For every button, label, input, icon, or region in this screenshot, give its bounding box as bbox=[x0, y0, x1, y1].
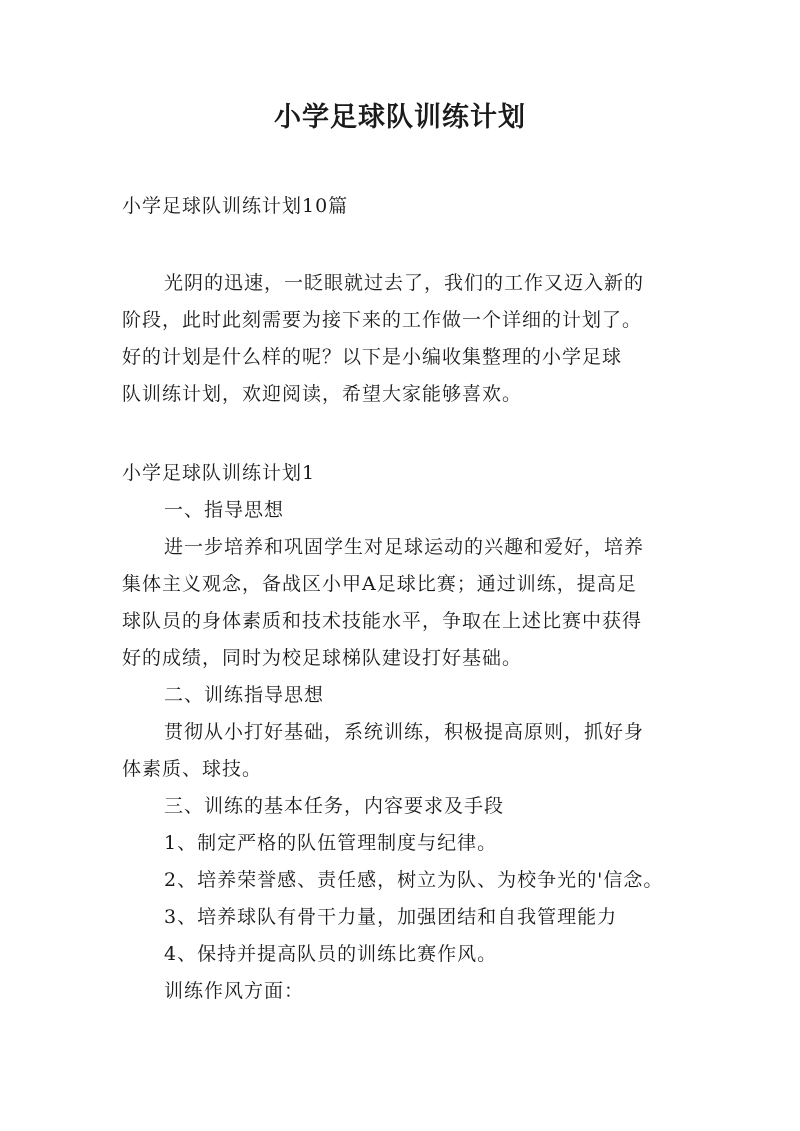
section-heading: 小学足球队训练计划1 bbox=[122, 462, 316, 484]
intro-paragraph bbox=[122, 265, 702, 413]
task-item: 4、保持并提高队员的训练比赛作风。 bbox=[164, 943, 498, 965]
heading-guiding-ideology: 一、指导思想 bbox=[164, 499, 285, 521]
document-title: 小学足球队训练计划 bbox=[274, 102, 526, 133]
training-guide-paragraph bbox=[122, 714, 702, 788]
guiding-line: 好的成绩，同时为校足球梯队建设打好基础。 bbox=[122, 647, 523, 669]
task-item: 2、培养荣誉感、责任感，树立为队、为校争光的'信念。 bbox=[164, 869, 664, 891]
training-guide-line: 体素质、球技。 bbox=[122, 758, 263, 780]
heading-training-guide: 二、训练指导思想 bbox=[164, 684, 325, 706]
guiding-paragraph bbox=[122, 529, 702, 677]
training-guide-line: 贯彻从小打好基础，系统训练，积极提高原则，抓好身 bbox=[164, 721, 645, 743]
document-subtitle: 小学足球队训练计划10篇 bbox=[122, 195, 349, 217]
guiding-line: 球队员的身体素质和技术技能水平，争取在上述比赛中获得 bbox=[122, 610, 643, 632]
guiding-line: 进一步培养和巩固学生对足球运动的兴趣和爱好，培养 bbox=[164, 536, 645, 558]
intro-line: 阶段，此时此刻需要为接下来的工作做一个详细的计划了。 bbox=[122, 309, 643, 331]
heading-basic-tasks: 三、训练的基本任务，内容要求及手段 bbox=[164, 795, 505, 817]
task-item: 1、制定严格的队伍管理制度与纪律。 bbox=[164, 832, 498, 854]
document-body bbox=[122, 188, 702, 1010]
intro-line: 队训练计划，欢迎阅读，希望大家能够喜欢。 bbox=[122, 383, 523, 405]
task-item: 3、培养球队有骨干力量，加强团结和自我管理能力 bbox=[164, 906, 618, 928]
intro-line: 光阴的迅速，一眨眼就过去了，我们的工作又迈入新的 bbox=[164, 272, 645, 294]
guiding-line: 集体主义观念，备战区小甲A足球比赛；通过训练，提高足 bbox=[122, 573, 637, 595]
training-style-label: 训练作风方面： bbox=[164, 980, 305, 1002]
intro-line: 好的计划是什么样的呢？以下是小编收集整理的小学足球 bbox=[122, 346, 623, 368]
